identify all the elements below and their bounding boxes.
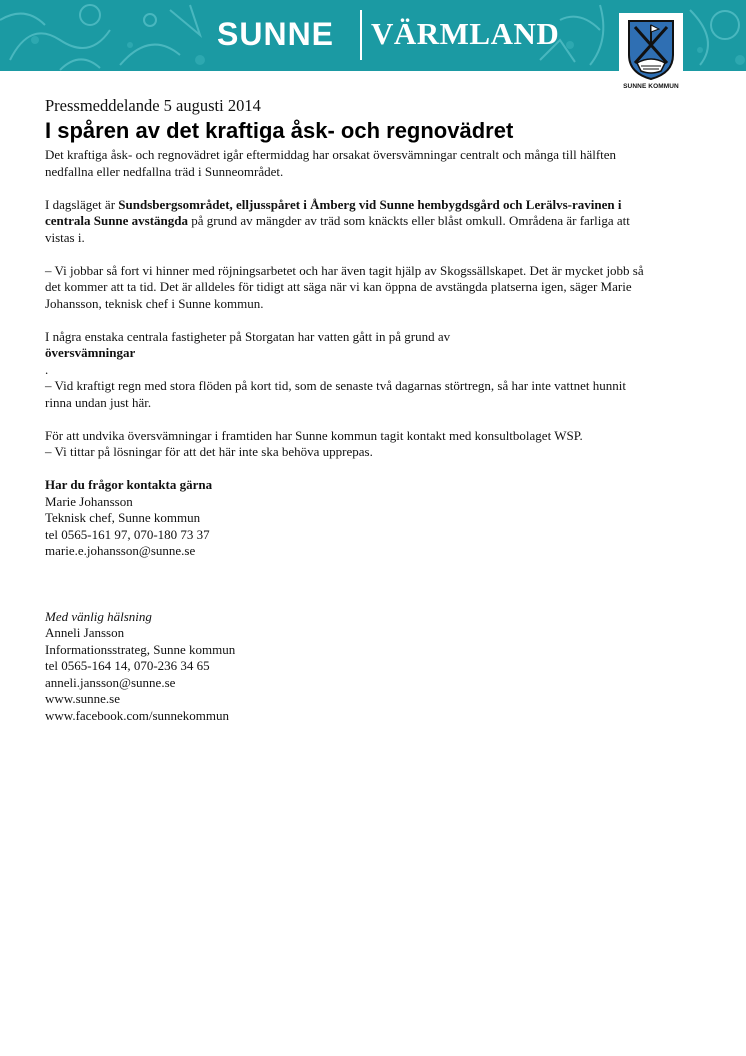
paragraph-intro: Det kraftiga åsk- och regnovädret igår eftermiddag har orsakat översvämningar centralt och många till hälften nedfallna eller nedfallna träd i Sunneområdet. [45,147,617,179]
paragraph-future [45,428,645,461]
headline: I spåren av det kraftiga åsk- och regnovädret [45,118,514,143]
signature-facebook-link[interactable]: www.facebook.com/sunnekommun [45,707,230,723]
contact-phone: tel 0565-161 97, 070-180 73 37 [45,526,210,542]
signature-title: Informationsstrateg, Sunne kommun [45,641,236,657]
spacer [45,560,645,609]
contact-name: Marie Johansson [45,493,133,509]
contact-heading [45,477,645,494]
signature-greeting: Med vänlig hälsning [45,608,152,624]
brand-varmland: VÄRMLAND [371,16,560,51]
paragraph-flooding [45,329,645,412]
future-line: För att undvika översvämningar i framtiden har Sunne kommun tagit kontakt med konsultbolaget WSP. [45,427,583,443]
closures-lead: I dagsläget är [45,196,119,212]
contact-heading-text: Har du frågor kontakta gärna [45,477,213,492]
flooding-quote: – Vid kraftigt regn med stora flöden på kort tid, som de senaste två dagarnas störtregn, så har inte vattnet hunnit rinna undan just här. [45,378,626,410]
signature-website-link[interactable]: www.sunne.se [45,691,120,706]
closed-areas: Sundsbergsområdet, elljusspåret i Åmberg vid Sunne hembygdsgård och Lerälvs-ravinen i centrala Sunne avstängda [45,196,622,228]
press-date: Pressmeddelande 5 augusti 2014 [45,96,261,115]
signature-phone: tel 0565-164 14, 070-236 34 65 [45,658,210,673]
municipality-crest [619,13,683,93]
future-quote: – Vi tittar på lösningar för att det här inte ska behöva upprepas. [45,444,373,459]
contact-title: Teknisk chef, Sunne kommun [45,510,201,525]
signature-name: Anneli Jansson [45,625,125,640]
brand-sunne: SUNNE [217,16,335,52]
crest-label: SUNNE KOMMUN [623,83,679,90]
signature-block [45,609,645,725]
press-release-body [45,96,645,724]
flooding-lead: I några enstaka centrala fastigheter på Storgatan har vatten gått in på grund av [45,328,451,344]
signature-email[interactable]: anneli.jansson@sunne.se [45,674,176,690]
brand-separator [360,10,362,60]
paragraph-quote-work: – Vi jobbar så fort vi hinner med röjningsarbetet och har även tagit hjälp av Skogssällskapet. Det är mycket jobb så det kommer att ta tid. Det är alldeles för tidigt att säga när vi kan öppna de avstängda platserna igen, säger Marie Johansson, teknisk chef i Sunne kommun. [45,262,644,311]
flooding-period: . [45,361,49,377]
contact-email[interactable]: marie.e.johansson@sunne.se [45,543,196,558]
closures-tail: på grund av mängder av träd som knäckts eller blåst omkull. Områdena är farliga att vistas i. [45,213,630,245]
contact-block [45,477,645,560]
flooding-line [45,329,645,379]
paragraph-closures [45,197,645,247]
flooding-keyword: översvämningar [45,345,136,360]
coat-of-arms-icon [627,19,675,81]
